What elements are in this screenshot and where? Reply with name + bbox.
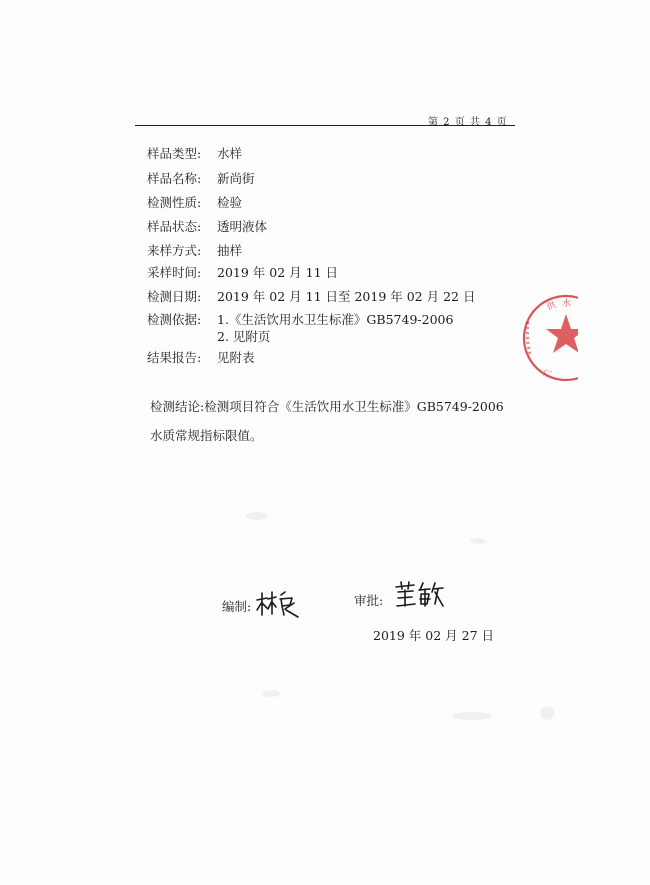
field-label: 检测日期: — [147, 289, 202, 304]
compiler-label: 编制: — [222, 599, 252, 614]
field-value: 2019 年 02 月 11 日至 2019 年 02 月 22 日 — [217, 289, 476, 304]
field-test-nature — [147, 195, 242, 211]
page-number: 第 2 页 共 4 页 — [428, 117, 508, 128]
svg-text:厂: 厂 — [541, 368, 553, 381]
field-value: 新尚街 — [217, 171, 255, 186]
field-value: 2019 年 02 月 11 日 — [217, 265, 338, 280]
scan-smudge — [262, 690, 280, 697]
seal-image — [518, 292, 578, 384]
field-value: 检验 — [217, 195, 243, 210]
field-label: 来样方式: — [147, 243, 202, 258]
field-value: 见附表 — [217, 350, 255, 365]
scan-smudge — [470, 538, 486, 544]
field-sampling-method — [147, 243, 242, 259]
field-value: 水样 — [217, 146, 243, 161]
field-label: 样品类型: — [147, 146, 202, 161]
conclusion-line: 检测结论:检测项目符合《生活饮用水卫生标准》GB5749-2006 — [150, 399, 504, 414]
field-label: 样品状态: — [147, 219, 202, 234]
sign-date: 2019 年 02 月 27 日 — [373, 628, 494, 643]
field-sampling-time — [147, 265, 338, 281]
svg-text:供: 供 — [545, 299, 558, 312]
field-test-date — [147, 289, 475, 305]
test-basis-item: 1.《生活饮用水卫生标准》GB5749-2006 — [217, 312, 454, 327]
field-value: 抽样 — [217, 243, 243, 258]
field-label: 检测依据: — [147, 312, 202, 327]
red-seal-stamp — [518, 292, 578, 384]
field-sample-name — [147, 171, 255, 187]
compiler-signature — [254, 588, 302, 624]
field-sample-state — [147, 219, 267, 235]
signature-image — [254, 588, 302, 620]
field-test-basis — [147, 312, 217, 328]
svg-text:水: 水 — [562, 298, 572, 308]
signature-image — [394, 580, 446, 612]
field-label: 检测性质: — [147, 195, 202, 210]
approver-signature — [394, 580, 446, 616]
test-basis-item: 2. 见附页 — [217, 329, 271, 344]
conclusion-line: 水质常规指标限值。 — [150, 428, 263, 443]
scan-smudge — [540, 706, 554, 720]
field-label: 结果报告: — [147, 350, 202, 365]
field-label: 样品名称: — [147, 171, 202, 186]
field-value: 透明液体 — [217, 219, 268, 234]
scan-smudge — [452, 712, 492, 720]
field-result-report — [147, 350, 255, 366]
field-label: 采样时间: — [147, 265, 202, 280]
approver-label: 审批: — [354, 593, 384, 608]
scan-smudge — [246, 512, 268, 520]
field-sample-type — [147, 146, 242, 162]
header-rule — [135, 125, 515, 126]
